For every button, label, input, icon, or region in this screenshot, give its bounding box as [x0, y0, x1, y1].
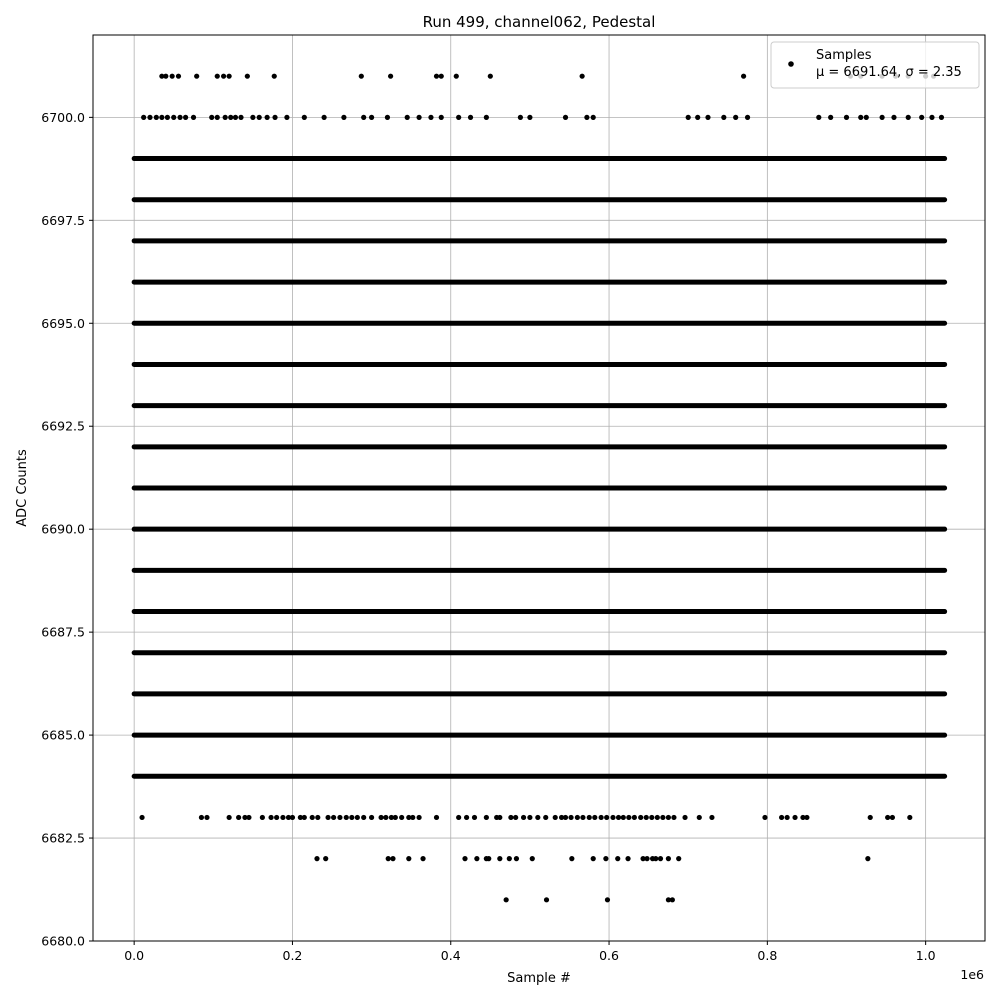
sample-point — [584, 115, 589, 120]
sample-point — [632, 815, 637, 820]
y-axis-ticks — [41, 110, 93, 949]
sample-point — [260, 815, 265, 820]
sample-point — [215, 115, 220, 120]
sample-point — [434, 815, 439, 820]
sample-point — [361, 815, 366, 820]
sample-point — [580, 815, 585, 820]
sample-point — [535, 815, 540, 820]
sample-point — [454, 74, 459, 79]
sample-point — [864, 115, 869, 120]
sample-point — [349, 815, 354, 820]
sample-point — [472, 815, 477, 820]
sample-point — [272, 115, 277, 120]
sample-point — [543, 815, 548, 820]
sample-point — [406, 856, 411, 861]
chart-title: Run 499, channel062, Pedestal — [422, 13, 656, 31]
sample-point — [355, 815, 360, 820]
sample-point — [385, 115, 390, 120]
sample-point — [221, 74, 226, 79]
x-tick-label: 0.0 — [124, 948, 145, 963]
sample-point — [527, 115, 532, 120]
sample-point — [604, 815, 609, 820]
sample-point — [653, 856, 658, 861]
sample-point — [655, 815, 660, 820]
sample-point — [638, 815, 643, 820]
sample-point — [626, 815, 631, 820]
sample-point — [420, 856, 425, 861]
sample-point — [462, 856, 467, 861]
x-tick-label: 0.8 — [757, 948, 778, 963]
sample-point — [233, 115, 238, 120]
sample-point — [592, 815, 597, 820]
sample-point — [575, 815, 580, 820]
sample-point — [890, 815, 895, 820]
sample-point — [322, 115, 327, 120]
sample-point — [474, 856, 479, 861]
sample-point — [563, 815, 568, 820]
y-tick-label: 6687.5 — [41, 624, 85, 640]
sample-point — [779, 815, 784, 820]
sample-point — [610, 815, 615, 820]
sample-point — [284, 115, 289, 120]
sample-point — [644, 856, 649, 861]
sample-point — [323, 856, 328, 861]
sample-point — [676, 856, 681, 861]
sample-point — [331, 815, 336, 820]
sample-point — [513, 815, 518, 820]
sample-point — [393, 815, 398, 820]
sample-point — [314, 856, 319, 861]
sample-point — [705, 115, 710, 120]
sample-point — [616, 815, 621, 820]
sample-point — [177, 115, 182, 120]
legend-series-name: Samples — [816, 48, 872, 63]
sample-point — [527, 815, 532, 820]
x-axis-label: Sample # — [507, 971, 571, 986]
y-axis-label: ADC Counts — [15, 449, 30, 527]
sample-point — [257, 115, 262, 120]
sample-point — [383, 815, 388, 820]
sample-point — [868, 815, 873, 820]
sample-point — [591, 115, 596, 120]
sample-point — [792, 815, 797, 820]
sample-point — [741, 74, 746, 79]
sample-point — [615, 856, 620, 861]
sample-point — [325, 815, 330, 820]
legend — [771, 42, 979, 88]
sample-point — [695, 115, 700, 120]
sample-point — [154, 115, 159, 120]
sample-point — [341, 115, 346, 120]
sample-point — [199, 815, 204, 820]
sample-point — [605, 897, 610, 902]
y-tick-label: 6682.5 — [41, 830, 85, 846]
x-tick-label: 1.0 — [915, 948, 936, 963]
sample-point — [337, 815, 342, 820]
sample-point — [906, 115, 911, 120]
sample-point — [238, 115, 243, 120]
sample-point — [671, 815, 676, 820]
sample-point — [265, 115, 270, 120]
sample-point — [369, 115, 374, 120]
sample-point — [410, 815, 415, 820]
sample-point — [165, 115, 170, 120]
sample-point — [484, 115, 489, 120]
sample-point — [268, 815, 273, 820]
sample-point — [709, 815, 714, 820]
sample-point — [745, 115, 750, 120]
x-axis-ticks — [124, 941, 935, 963]
sample-point — [858, 115, 863, 120]
sample-point — [666, 815, 671, 820]
sample-point — [666, 856, 671, 861]
legend-stats: μ = 6691.64, σ = 2.35 — [816, 65, 962, 80]
sample-point — [215, 74, 220, 79]
sample-point — [587, 815, 592, 820]
sample-point — [544, 897, 549, 902]
sample-point — [504, 897, 509, 902]
sample-point — [159, 115, 164, 120]
sample-point — [405, 115, 410, 120]
sample-point — [416, 815, 421, 820]
sample-point — [762, 815, 767, 820]
sample-point — [865, 856, 870, 861]
sample-point — [670, 897, 675, 902]
sample-point — [497, 815, 502, 820]
sample-point — [246, 815, 251, 820]
sample-point — [507, 856, 512, 861]
sample-point — [885, 815, 890, 820]
sample-point — [183, 115, 188, 120]
sample-point — [828, 115, 833, 120]
y-tick-label: 6700.0 — [41, 109, 85, 125]
sample-point — [439, 115, 444, 120]
sample-point — [484, 815, 489, 820]
sample-point — [468, 115, 473, 120]
sample-point — [464, 815, 469, 820]
sample-point — [603, 856, 608, 861]
sample-point — [785, 815, 790, 820]
data-points — [134, 74, 944, 903]
y-tick-label: 6685.0 — [41, 727, 85, 743]
x-tick-label: 0.2 — [282, 948, 303, 963]
sample-point — [250, 115, 255, 120]
sample-point — [568, 815, 573, 820]
sample-point — [227, 74, 232, 79]
sample-point — [591, 856, 596, 861]
sample-point — [274, 815, 279, 820]
sample-point — [388, 74, 393, 79]
sample-point — [434, 74, 439, 79]
sample-point — [488, 74, 493, 79]
sample-point — [456, 115, 461, 120]
sample-point — [514, 856, 519, 861]
sample-point — [272, 74, 277, 79]
sample-point — [280, 815, 285, 820]
sample-point — [844, 115, 849, 120]
sample-point — [497, 856, 502, 861]
sample-point — [139, 815, 144, 820]
sample-point — [658, 856, 663, 861]
sample-point — [194, 74, 199, 79]
sample-point — [390, 856, 395, 861]
sample-point — [508, 815, 513, 820]
x-axis-offset-label: 1e6 — [960, 967, 984, 982]
sample-point — [344, 815, 349, 820]
y-tick-label: 6692.5 — [41, 418, 85, 434]
sample-point — [486, 856, 491, 861]
sample-point — [682, 815, 687, 820]
sample-point — [939, 115, 944, 120]
y-tick-label: 6697.5 — [41, 212, 85, 228]
sample-point — [223, 115, 228, 120]
sample-point — [621, 815, 626, 820]
sample-point — [521, 815, 526, 820]
sample-point — [302, 115, 307, 120]
sample-point — [907, 815, 912, 820]
sample-point — [919, 115, 924, 120]
sample-point — [228, 115, 233, 120]
x-tick-label: 0.4 — [440, 948, 461, 963]
sample-point — [386, 856, 391, 861]
sample-point — [191, 115, 196, 120]
sample-point — [625, 856, 630, 861]
y-tick-label: 6695.0 — [41, 315, 85, 331]
sample-point — [310, 815, 315, 820]
sample-point — [359, 74, 364, 79]
sample-point — [209, 115, 214, 120]
sample-point — [227, 815, 232, 820]
sample-point — [170, 74, 175, 79]
sample-point — [245, 74, 250, 79]
sample-point — [563, 115, 568, 120]
sample-point — [315, 815, 320, 820]
sample-point — [530, 856, 535, 861]
sample-point — [929, 115, 934, 120]
legend-marker — [788, 61, 794, 67]
sample-point — [369, 815, 374, 820]
sample-point — [428, 115, 433, 120]
sample-point — [880, 115, 885, 120]
sample-point — [804, 815, 809, 820]
sample-point — [171, 115, 176, 120]
sample-point — [686, 115, 691, 120]
sample-point — [378, 815, 383, 820]
sample-point — [141, 115, 146, 120]
sample-point — [290, 815, 295, 820]
sample-point — [456, 815, 461, 820]
sample-point — [721, 115, 726, 120]
sample-point — [147, 115, 152, 120]
sample-point — [236, 815, 241, 820]
x-tick-label: 0.6 — [599, 948, 619, 963]
y-tick-label: 6690.0 — [41, 521, 85, 537]
sample-point — [733, 115, 738, 120]
sample-point — [553, 815, 558, 820]
sample-point — [569, 856, 574, 861]
sample-point — [361, 115, 366, 120]
sample-point — [518, 115, 523, 120]
sample-point — [891, 115, 896, 120]
sample-point — [599, 815, 604, 820]
sample-point — [816, 115, 821, 120]
sample-point — [649, 815, 654, 820]
sample-point — [697, 815, 702, 820]
sample-point — [204, 815, 209, 820]
sample-point — [644, 815, 649, 820]
sample-point — [660, 815, 665, 820]
sample-point — [580, 74, 585, 79]
sample-point — [439, 74, 444, 79]
sample-point — [302, 815, 307, 820]
sample-point — [416, 115, 421, 120]
y-tick-label: 6680.0 — [41, 933, 85, 949]
sample-point — [399, 815, 404, 820]
sample-point — [176, 74, 181, 79]
sample-point — [163, 74, 168, 79]
